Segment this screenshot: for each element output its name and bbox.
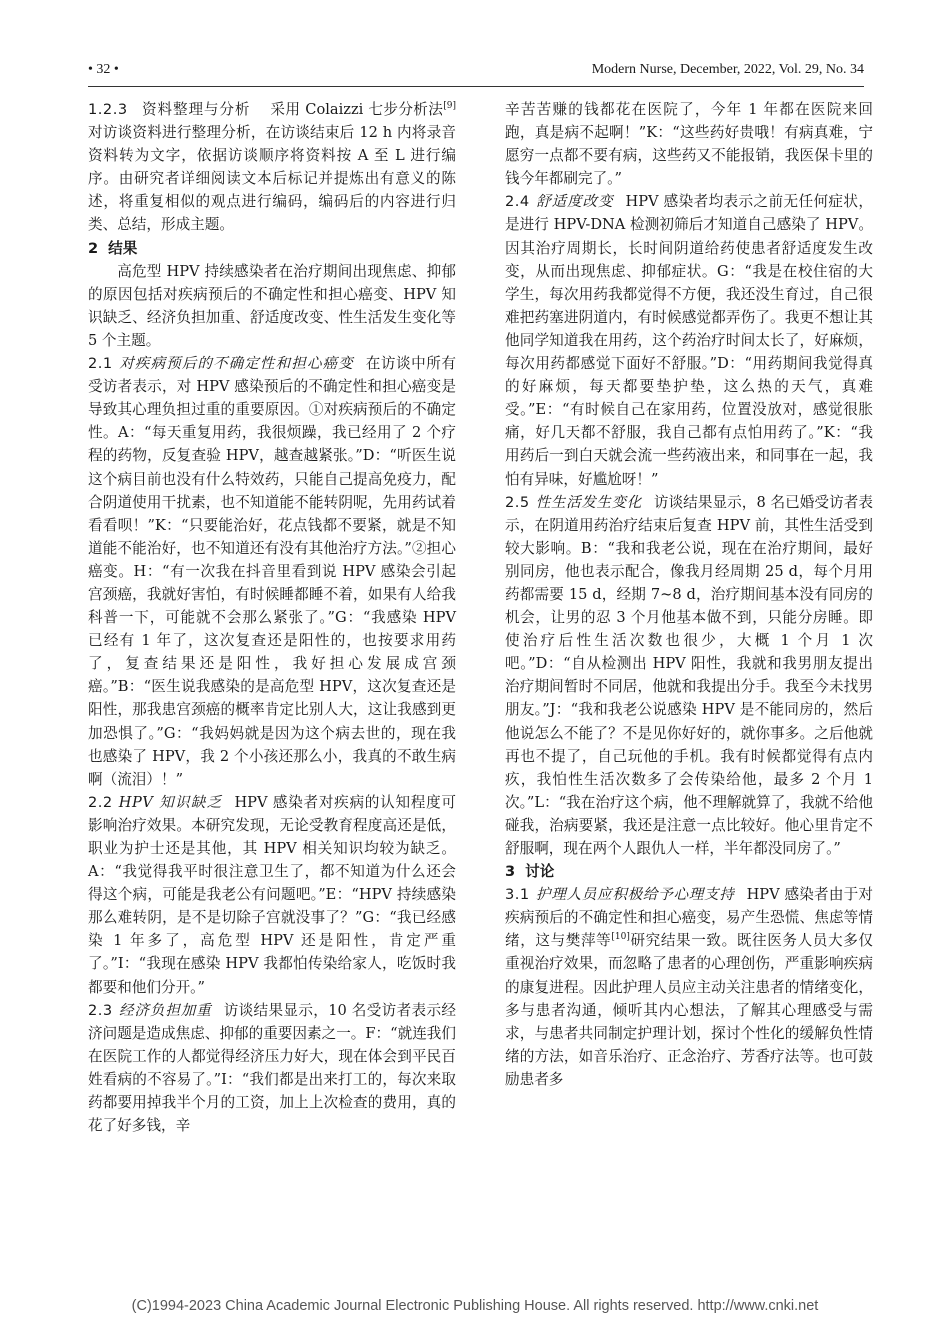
section-title: 讨论 — [525, 863, 555, 881]
section-2-heading — [88, 237, 456, 260]
paragraph-text: HPV 感染者由于对疾病预后的不确定性和担心癌变，易产生恐慌、焦虑等情绪，这与樊萍等 — [505, 886, 873, 950]
continued-paragraph: 辛苦苦赚的钱都花在医院了，今年 1 年都在医院来回跑，真是病不起啊！”K：“这些药好贵哦！有病真难，宁愿穷一点都不要有病，这些药又不能报销，我医保卡里的钱今年都刷完了。” — [505, 101, 873, 188]
citation-ref: [10] — [611, 932, 630, 943]
section-1-2-3 — [88, 98, 456, 237]
section-number: 2 — [88, 239, 99, 257]
section-2-2 — [88, 791, 456, 999]
section-title: 对疾病预后的不确定性和担心癌变 — [118, 355, 354, 373]
section-title: 结果 — [108, 239, 138, 257]
paragraph-text: 在访谈中所有受访者表示，对 HPV 感染预后的不确定性和担心癌变是导致其心理负担过重的重要原因。①对疾病预后的不确定性。A：“每天重复用药，我很烦躁，我已经用了 2 个疗程的药物，反复查验 HPV，越查越紧张。”D：“听医生说这个病目前也没有什么特效药，只能自己提高免疫力，配合阴道使用干扰素，也不知道能不能转阴呢，先用药试着看看呗！”K：“只要能治好，花点钱都不要紧，就是不知道能不能治好，也不知道还有没有其他治疗方法。”②担心癌变。H：“有一次我在抖音里看到说 HPV 感染会引起宫颈癌，我就好害怕，有时候睡都睡不着，如果有人给我科普一下，可能就不会那么紧张了。”G：“我感染 HPV 已经有 1 年了，这次复查还是阳性的，也按要求用药了，复查结果还是阳性，我好担心发展成宫颈癌。”B：“医生说我感染的是高危型 HPV，这次复查还是阳性，那我患宫颈癌的概率肯定比别人大，这让我感到更加恐惧了。”G：“我妈妈就是因为这个病去世的，现在我也感染了 HPV，我 2 个小孩还那么小，我真的不敢生病啊（流泪）！” — [88, 355, 456, 788]
citation-ref: [9] — [443, 101, 456, 112]
section-2-1 — [88, 352, 456, 791]
section-title: 资料整理与分析 — [141, 101, 251, 118]
section-number: 2.2 — [88, 793, 113, 811]
left-column — [88, 98, 456, 1137]
section-number: 2.4 — [505, 193, 530, 211]
section-3-heading — [505, 860, 873, 883]
section-number: 2.5 — [505, 493, 530, 511]
section-title: 舒适度改变 — [535, 193, 614, 211]
paragraph-text: HPV 感染者对疾病的认知程度可影响治疗效果。本研究发现，无论受教育程度高还是低，职业为护士还是其他，其 HPV 相关知识均较为缺乏。A：“我觉得我平时很注意卫生了，都不知道为什么还会得这个病，可能是我老公有问题吧。”E：“HPV 持续感染那么难转阴，是不是切除子宫就没事了？”G：“我已经感染 1 年多了，高危型 HPV 还是阳性，肯定严重了。”I：“我现在感染 HPV 我都怕传染给家人，吃饭时我都要和他们分开。” — [88, 793, 456, 996]
paragraph-text: HPV 感染者均表示之前无任何症状，是进行 HPV-DNA 检测初筛后才知道自己感染了 HPV。因其治疗周期长，长时间阴道给药使患者舒适度发生改变，从而出现焦虑、抑郁症状。G：“我是在校住宿的大学生，每次用药我都觉得不方便，我还没生育过，自己很难把药塞进阴道内，有时候感觉都弄伤了。我更不想让其他同学知道我在用药，这个药治疗时间太长了，好麻烦，每次用药都感觉下面好不舒服。”D：“用药期间我觉得真的好麻烦，每天都要垫护垫，这么热的天气，真难受。”E：“有时候自己在家用药，位置没放对，感觉很胀痛，好几天都不舒服，我自己都有点怕用药了。”K：“我用药后一到白天就会流一些药液出来，和同事在一起，我怕有异味，好尴尬呀！” — [505, 193, 873, 488]
section-number: 3 — [505, 863, 516, 881]
section-2-5 — [505, 491, 873, 861]
section-number: 2.3 — [88, 1001, 113, 1019]
copyright-footer: (C)1994-2023 China Academic Journal Electronic Publishing House. All rights reserved. http://www.cnki.net — [131, 1298, 819, 1314]
section-number: 1.2.3 — [88, 101, 128, 118]
section-title: 护理人员应积极给予心理支持 — [535, 886, 735, 904]
page-number: • 32 • — [88, 62, 119, 77]
journal-info: Modern Nurse, December, 2022, Vol. 29, No. 34 — [591, 62, 864, 77]
paragraph-text: 访谈结果显示，8 名已婚受访者表示，在阴道用药治疗结束后复查 HPV 前，其性生活受到较大影响。B：“我和我老公说，现在在治疗期间，最好别同房，他也表示配合，像我月经周期 25 d，每个月用药都需要 15 d，经期 7~8 d，治疗期间基本没有同房的机会，让男的忍 3 个月他基本做不到，只能分房睡。即使治疗后性生活次数也很少，大概 1 个月 1 次吧。”D：“自从检测出 HPV 阳性，我就和我男朋友提出治疗期间暂时不同居，他就和我提出分手。我至今未找男朋友。”J：“我和我老公说感染 HPV 是不能同房的，然后他说怎么不能了？不是见你好好的，就你事多。之后他就再也不提了，自己玩他的手机。我有时候都觉得有点内疚，我怕性生活次数多了会传染给他，最多 2 个月 1 次。”L：“我在治疗这个病，他不理解就算了，我就不给他碰我，治病要紧，我还是注意一点比较好。他心里肯定不舒服啊，现在两个人跟仇人一样，半年都没同房了。” — [505, 493, 873, 857]
section-2-4 — [505, 190, 873, 490]
paragraph-text: 访谈结果显示，10 名受访者表示经济问题是造成焦虑、抑郁的重要因素之一。F：“就连我们在医院工作的人都觉得经济压力好大，现在体会到平民百姓看病的不容易了。”I：“我们都是出来打工的，每次来取药都要用掉我半个月的工资，加上上次检查的费用，真的花了好多钱，辛 — [88, 1001, 456, 1135]
section-number: 3.1 — [505, 886, 530, 904]
section-2-3 — [88, 999, 456, 1138]
section-3-1 — [505, 883, 873, 1091]
section-title: 性生活发生变化 — [535, 493, 642, 511]
header-divider — [88, 86, 864, 87]
running-header — [88, 62, 864, 88]
results-intro: 高危型 HPV 持续感染者在治疗期间出现焦虑、抑郁的原因包括对疾病预后的不确定性和担心癌变、HPV 知识缺乏、经济负担加重、舒适度改变、性生活发生变化等 5 个主题。 — [88, 262, 456, 349]
section-number: 2.1 — [88, 355, 113, 373]
section-title: HPV 知识缺乏 — [118, 793, 223, 811]
section-title: 经济负担加重 — [118, 1001, 212, 1019]
paragraph-text: 采用 Colaizzi 七步分析法 — [270, 101, 444, 118]
paragraph-text: 研究结果一致。既往医务人员大多仅重视治疗效果，而忽略了患者的心理创伤，严重影响疾病的康复进程。因此护理人员应主动关注患者的情绪变化，多与患者沟通，倾听其内心想法，了解其心理感受与需求，与患者共同制定护理计划，探讨个性化的缓解负性情绪的方法，如音乐治疗、正念治疗、芳香疗法等。也可鼓励患者多 — [505, 932, 873, 1088]
paragraph-text: 对访谈资料进行整理分析，在访谈结束后 12 h 内将录音资料转为文字，依据访谈顺序将资料按 A 至 L 进行编序。由研究者详细阅读文本后标记并提炼出有意义的陈述，将重复相似的观点进行编码，编码后的内容进行归类、总结，形成主题。 — [88, 124, 456, 234]
right-column — [505, 98, 873, 1091]
